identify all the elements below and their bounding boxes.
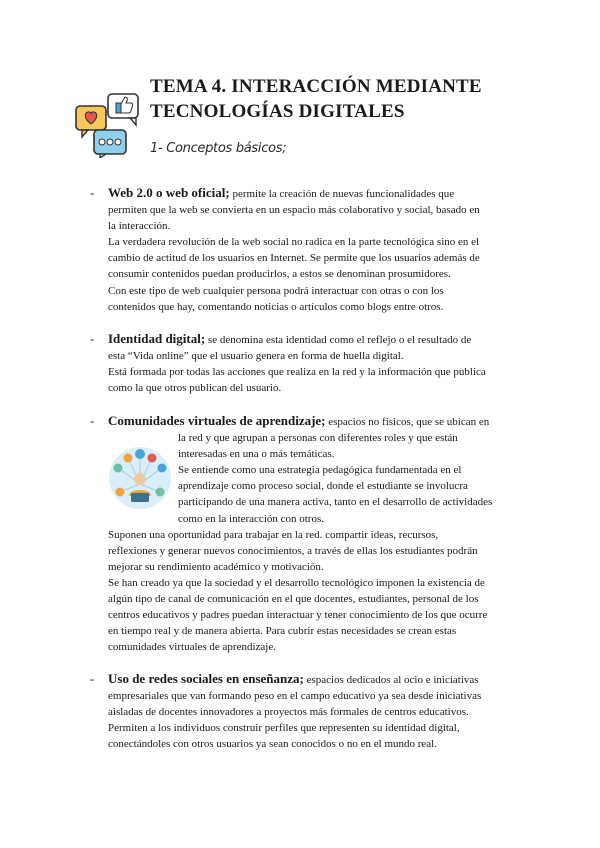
section-intro: espacios no físicos, que se ubican en [325, 416, 490, 428]
bullet-dash: - [90, 185, 95, 200]
body-line: Está formada por todas las acciones que realiza en la red y la información que publica [108, 366, 486, 379]
section-redes-sociales [90, 671, 528, 752]
body-line: reflexiones y generar nuevos conocimientos, a través de ellas los estudiantes podrán [108, 544, 478, 557]
body-line: esta “Vida online” que el usuario genera en forma de huella digital. [108, 350, 404, 363]
body-line: consumir contenidos puedan producirlos, a estos se denominan prosumidores. [108, 268, 451, 281]
body-line: la red y que agrupan a personas con diferentes roles y que están [178, 432, 458, 445]
body-line: Permiten a los individuos construir perfiles que representen su identidad digital, [108, 722, 460, 735]
body-line: la interacción. [108, 220, 171, 233]
body-line: comunidades virtuales de aprendizaje. [108, 641, 276, 654]
body-line: participando de una manera activa, tanto en el desarrollo de actividades [178, 496, 493, 509]
body-line: Suponen una oportunidad para trabajar en la red. compartir ideas, recursos, [108, 528, 439, 541]
bullet-dash: - [90, 413, 95, 428]
body-line: Se entiende como una estrategia pedagógica fundamentada en el [178, 464, 462, 477]
bullet-dash: - [90, 671, 95, 686]
body-line: algún tipo de canal de comunicación en el que docentes, estudiantes, personal de los [108, 593, 479, 606]
body-line: en tiempo real y de manera abierta. Para cubrir estas necesidades se crean estas [108, 625, 457, 638]
body-line: Con este tipo de web cualquier persona podrá interactuar con otras o con los [108, 284, 444, 297]
body-line: contenidos que hay, comentando noticias o artículos como blogs entre otros. [108, 300, 444, 313]
section-intro: espacios dedicados al ocio e iniciativas [303, 674, 479, 686]
title-line-1: TEMA 4. INTERACCIÓN MEDIANTE [150, 76, 482, 97]
body-line: como en la interacción con otros. [178, 512, 325, 525]
body-line: conectándoles con otros usuarios ya sean conocidos o no en el mundo real. [108, 738, 437, 751]
body-line: aisladas de docentes innovadores a proyectos más formales de centros educativos. [108, 706, 469, 719]
section-web-2-0 [90, 185, 528, 315]
body-line: empresariales que van formando peso en el campo educativo ya sea desde iniciativas [108, 690, 482, 703]
body-line: mejorar su rendimiento académico y motivación. [108, 560, 324, 573]
body-line: como la que otros publican del usuario. [108, 382, 282, 395]
section-intro: se denomina esta identidad como el reflejo o el resultado de [205, 334, 472, 346]
section-first-line [108, 671, 528, 688]
section-identidad-digital [90, 331, 528, 396]
bullet-dash: - [90, 331, 95, 346]
body-line: La verdadera revolución de la web social no radica en la parte tecnológica sino en el [108, 236, 480, 249]
section-first-line [108, 331, 528, 348]
section-first-line [108, 185, 528, 202]
social-chat-icon [74, 92, 142, 158]
page-title [150, 74, 570, 124]
title-line-2: TECNOLOGÍAS DIGITALES [150, 101, 405, 122]
body-line: permiten que la web se convierta en un espacio más colaborativo y social, basado en [108, 204, 480, 217]
body-line: Se han creado ya que la sociedad y el desarrollo tecnológico imponen la existencia de [108, 576, 485, 589]
section-heading: Identidad digital; [108, 331, 206, 346]
section-first-line [108, 413, 528, 430]
section-heading: Uso de redes sociales en enseñanza; [108, 671, 304, 686]
body-line: aprendizaje como proceso social, donde el estudiante se involucra [178, 480, 468, 493]
section-heading: Comunidades virtuales de aprendizaje; [108, 413, 326, 428]
section-subtitle: 1- Conceptos básicos; [150, 141, 287, 156]
section-intro: permite la creación de nuevas funcionalidades que [229, 188, 455, 200]
body-line: cambio de actitud de los usuarios en Internet. Se permite que los usuarios además de [108, 252, 480, 265]
community-network-icon [108, 446, 172, 510]
body-line: centros educativos y padres puedan interactuar y tener conocimiento de los que ocurre [108, 609, 488, 622]
body-line: interesadas en una o más temáticas. [178, 448, 335, 461]
section-heading: Web 2.0 o web oficial; [108, 185, 230, 200]
